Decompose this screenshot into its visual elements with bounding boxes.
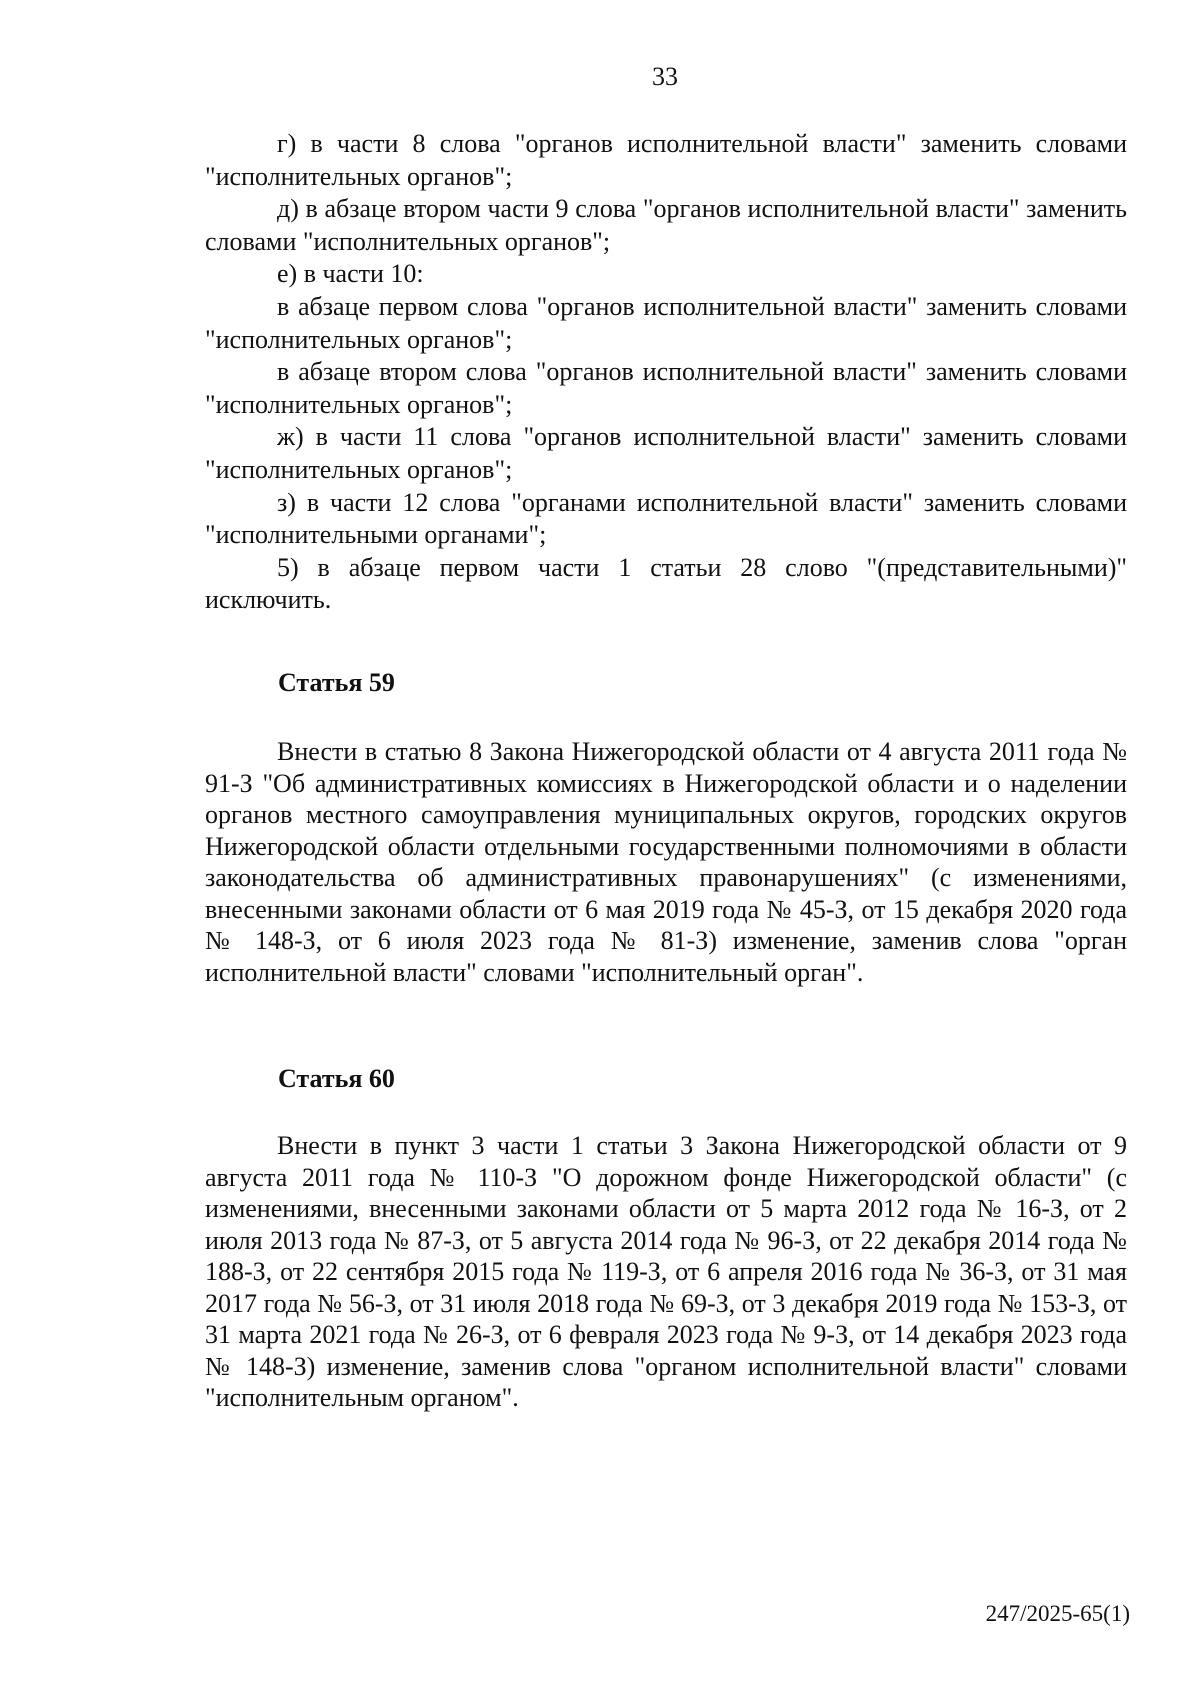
article-59-title: Статья 59 xyxy=(278,668,395,697)
document-registration-code: 247/2025-65(1) xyxy=(985,1601,1130,1626)
article-59-body xyxy=(205,736,1127,988)
amendment-item-5: 5) в абзаце первом части 1 статьи 28 слово "(представительными)" исключить. xyxy=(205,552,1127,615)
amendment-subitem-first-paragraph: в абзаце первом слова "органов исполнительной власти" заменить словами "исполнительных органов"; xyxy=(205,291,1127,354)
amendment-item-d: д) в абзаце втором части 9 слова "органов исполнительной власти" заменить словами "исполнительных органов"; xyxy=(205,194,1127,256)
page-number: 33 xyxy=(652,62,678,91)
amendments-list xyxy=(205,128,1127,617)
amendment-item-e: е) в части 10: xyxy=(277,259,424,289)
article-60-title: Статья 60 xyxy=(278,1064,395,1093)
amendment-item-zh: ж) в части 11 слова "органов исполнительной власти" заменить словами "исполнительных органов"; xyxy=(205,422,1127,484)
amendment-subitem-second-paragraph: в абзаце втором слова "органов исполнительной власти" заменить словами "исполнительных органов"; xyxy=(205,357,1127,419)
amendment-item-z: з) в части 12 слова "органами исполнительной власти" заменить словами "исполнительными органами"; xyxy=(205,487,1127,550)
article-59-text: Внести в статью 8 Закона Нижегородской области от 4 августа 2011 года № 91-З "Об административных комиссиях в Нижегородской области и о наделении органов местного самоуправления муниципальных округов, городских округов Нижегородской области отдельными государственными полномочиями в области законодательства об административных правонарушениях" (с изменениями, внесенными законами области от 6 мая 2019 года № 45-З, от 15 декабря 2020 года № 148-З, от 6 июля 2023 года № 81-З) изменение, заменив слова "орган исполнительной власти" словами "исполнительный орган". xyxy=(205,737,1127,987)
amendment-item-g: г) в части 8 слова "органов исполнительной власти" заменить словами "исполнительных органов"; xyxy=(205,129,1127,191)
article-60-text: Внести в пункт 3 части 1 статьи 3 Закона Нижегородской области от 9 августа 2011 года № 110-З "О дорожном фонде Нижегородской области" (с изменениями, внесенными законами области от 5 марта 2012 года № 16-З, от 2 июля 2013 года № 87-З, от 5 августа 2014 года № 96-З, от 22 декабря 2014 года № 188-З, от 22 сентября 2015 года № 119-З, от 6 апреля 2016 года № 36-З, от 31 мая 2017 года № 56-З, от 31 июля 2018 года № 69-З, от 3 декабря 2019 года № 153-З, от 31 марта 2021 года № 26-З, от 6 февраля 2023 года № 9-З, от 14 декабря 2023 года № 148-З) изменение, заменив слова "органом исполнительной власти" словами "исполнительным органом". xyxy=(205,1131,1127,1412)
article-60-body xyxy=(205,1130,1127,1414)
